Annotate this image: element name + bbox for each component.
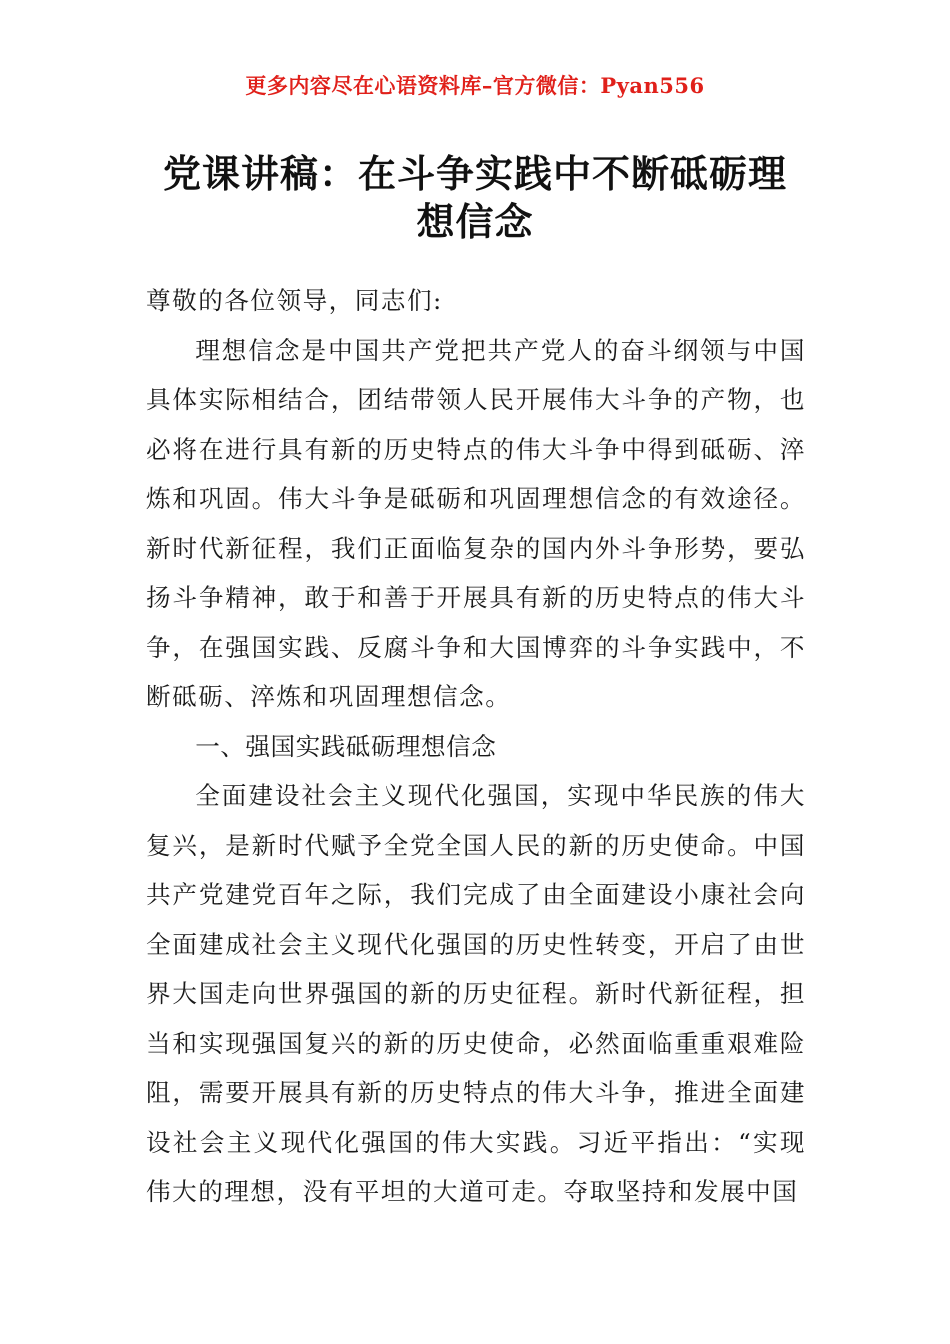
section-heading-1: 一、强国实践砥砺理想信念 bbox=[195, 731, 497, 761]
document-title: 党课讲稿：在斗争实践中不断砥砺理想信念 bbox=[162, 152, 787, 244]
document-body bbox=[146, 276, 806, 1217]
promo-banner: 更多内容尽在心语资料库–官方微信：Pyan556 bbox=[245, 73, 705, 98]
section-1-paragraph: 全面建设社会主义现代化强国，实现中华民族的伟大复兴，是新时代赋予全党全国人民的新的历史使命。中国共产党建党百年之际，我们完成了由全面建设小康社会向全面建成社会主义现代化强国的历史性转变，开启了由世界大国走向世界强国的新的历史征程。新时代新征程，担当和实现强国复兴的新的历史使命，必然面临重重艰难险阻，需要开展具有新的历史特点的伟大斗争，推进全面建设社会主义现代化强国的伟大实践。习近平指出：“实现伟大的理想，没有平坦的大道可走。夺取坚持和发展中国 bbox=[146, 781, 806, 1206]
salutation: 尊敬的各位领导，同志们: bbox=[146, 286, 443, 315]
intro-paragraph: 理想信念是中国共产党把共产党人的奋斗纲领与中国具体实际相结合，团结带领人民开展伟大斗争的产物，也必将在进行具有新的历史特点的伟大斗争中得到砥砺、淬炼和巩固。伟大斗争是砥砺和巩固理想信念的有效途径。新时代新征程，我们正面临复杂的国内外斗争形势，要弘扬斗争精神，敢于和善于开展具有新的历史特点的伟大斗争，在强国实践、反腐斗争和大国博弈的斗争实践中，不断砥砺、淬炼和巩固理想信念。 bbox=[146, 335, 806, 711]
